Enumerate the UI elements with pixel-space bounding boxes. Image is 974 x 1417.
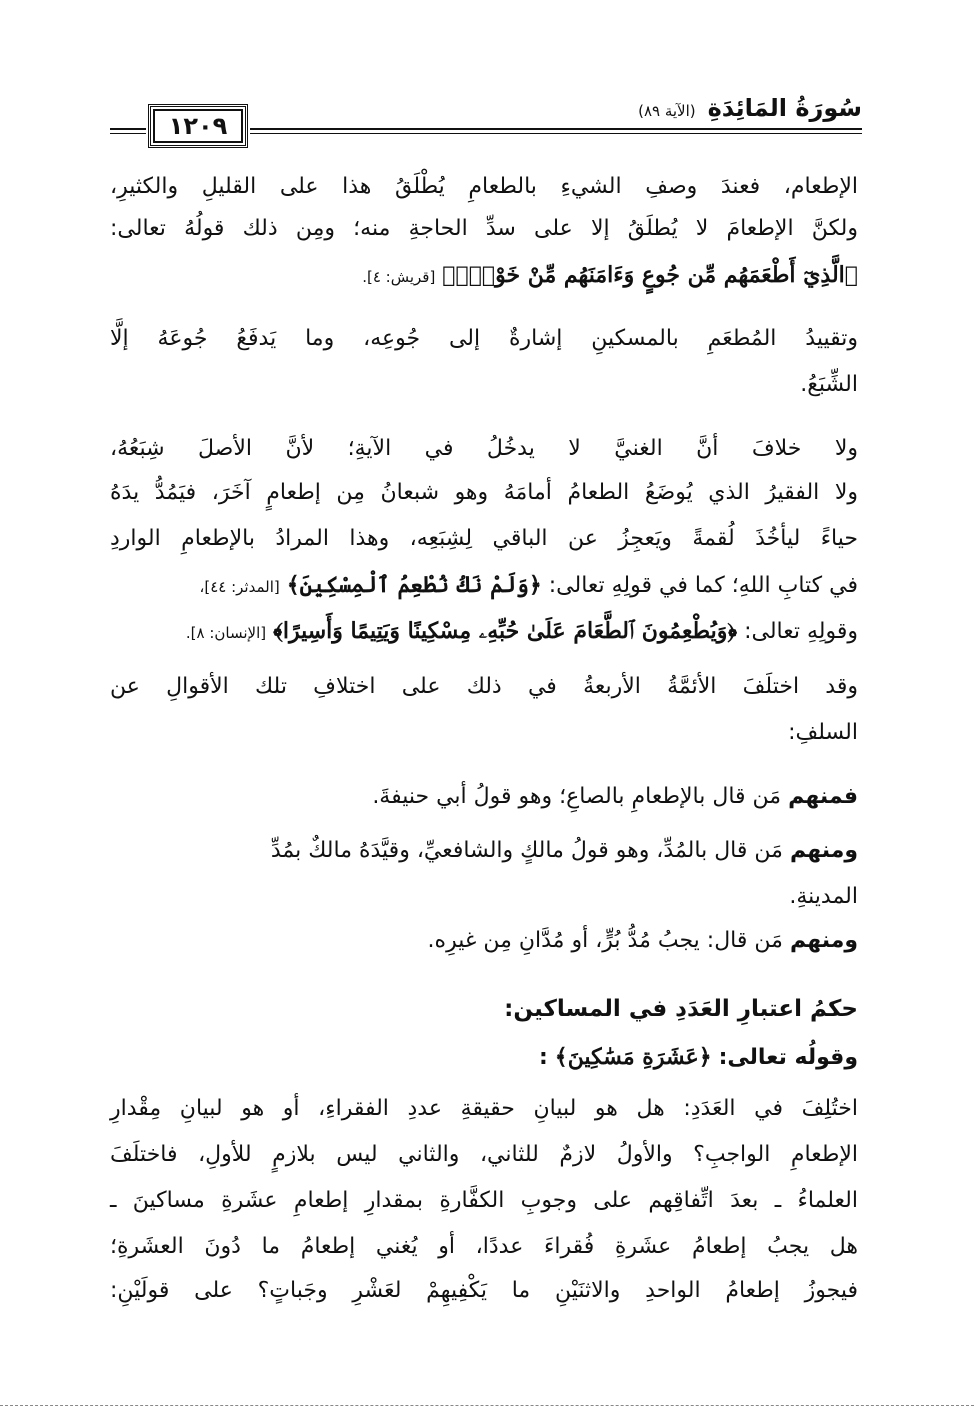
text-line: حياءً ليأخُذَ لُقمةً ويَعجِزُ عن الباقي لِشِبَعِه، وهذا المرادُ بالإطعامِ الواردِ <box>110 526 858 551</box>
running-title <box>638 94 862 124</box>
section-heading: حكمُ اعتبارِ العَدَدِ في المساكين: <box>504 996 858 1022</box>
text-segment: مَن قال بالإطعامِ بالصاعِ؛ وهو قولُ أبي حنيفةَ. <box>372 784 782 809</box>
quran-reference: [المدثر: ٤٤]، <box>199 578 280 596</box>
text-line: فيجوزُ إطعامُ الواحدِ والاثنَيْنِ ما يَكْفِيهِمْ لعَشْرِ وجَباتٍ؟ على قولَيْنِ: <box>110 1278 858 1303</box>
opinion-line <box>271 834 858 868</box>
scan-edge-line <box>0 1405 974 1406</box>
header-rule-left-2 <box>110 133 146 134</box>
text-line: اختُلِفَ في العَدَدِ: هل هو لبيانِ حقيقةِ عددِ الفقراءِ، أو هو لبيانِ مِقْدارِ <box>110 1096 858 1121</box>
quran-reference: [قريش: ٤]. <box>362 268 436 286</box>
opinion-marker: فمنهم <box>788 784 858 809</box>
text-line: الشِّبَعُ. <box>800 372 858 397</box>
quran-line <box>199 568 858 604</box>
text-segment: مَن قال: يجبُ مُدُّ بُرٍّ، أو مُدَّانِ مِن غيرِه. <box>427 928 783 953</box>
header-rule-right <box>250 128 862 130</box>
page-header <box>110 96 862 158</box>
text-line: ولكنَّ الإطعامَ لا يُطلَقُ إلا على سدِّ الحاجةِ منه؛ ومِن ذلك قولُهُ تعالى: <box>110 216 858 241</box>
text-line: هل يجبُ إطعامُ عشَرةِ فُقراءَ عددًا، أو يُغني إطعامُ ما دُونَ العشَرةِ؛ <box>110 1234 858 1259</box>
text-segment: وقولِهِ تعالى: <box>744 619 858 644</box>
opinion-line <box>428 924 858 958</box>
ayah-label: (الآية ٨٩) <box>638 102 696 120</box>
text-line: السلفِ: <box>788 720 858 745</box>
quran-line <box>186 614 858 650</box>
opinion-line <box>372 780 858 814</box>
header-rule-left <box>110 128 146 130</box>
surah-name: سُورَةُ المَائِدَةِ <box>707 94 862 122</box>
verse-heading <box>539 1040 858 1075</box>
header-rule-right-2 <box>250 133 862 134</box>
text-line: ولا الفقيرُ الذي يُوضَعُ الطعامُ أمامَهُ وهو شبعانُ مِن إطعامٍ آخَرَ، فيَمُدُّ يدَهُ <box>110 480 858 505</box>
text-line: وتقييدُ المُطعَمِ بالمسكينِ إشارةٌ إلى جُوعِه، وما يَدفَعُ جُوعَهُ إلَّا <box>110 326 858 351</box>
text-line: وقد اختلَفَ الأئمَّةُ الأربعةُ في ذلك على اختلافِ تلك الأقوالِ عن <box>110 674 858 699</box>
text-line: الإطعامِ الواجبِ؟ والأولُ لازمٌ للثاني، والثاني ليس بلازمٍ للأولِ، فاختلَفَ <box>110 1142 858 1167</box>
opinion-marker: ومنهم <box>789 928 858 953</box>
quran-quote: ﴿وَيُطْعِمُونَ ٱلطَّعَامَ عَلَىٰ حُبِّهِۦ مِسْكِينًا وَيَتِيمًا وَأَسِيرًا﴾ <box>273 618 738 644</box>
quran-quote: ﴿الَّذِيٓ أَطْعَمَهُم مِّن جُوعٍ وَءَامَنَهُم مِّنْ خَوْفِۭ﴾ <box>442 262 858 288</box>
quran-quote: ﴿وَلَمْ نَكُ نُطْعِمُ ٱلْمِسْكِينَ﴾ <box>286 572 542 598</box>
page-number: ١٢٠٩ <box>153 109 243 143</box>
text-segment: مَن قال بالمُدِّ، وهو قولُ مالكٍ والشافعيِّ، وقيَّدَهُ مالكٌ بمُدِّ <box>270 838 783 863</box>
text-line: المدينةِ. <box>789 884 858 909</box>
quran-line <box>362 258 858 294</box>
colon: : <box>538 1045 548 1070</box>
page-number-frame <box>148 104 248 148</box>
text-line: ولا خلافَ أنَّ الغنيَّ لا يدخُلُ في الآيةِ؛ لأنَّ الأصلَ شِبَعُهُ، <box>110 436 858 461</box>
opinion-marker: ومنهم <box>789 838 858 863</box>
verse-intro: وقولُه تعالى: <box>718 1045 858 1070</box>
text-segment: في كتابِ اللهِ؛ كما في قولِهِ تعالى: <box>548 573 858 598</box>
text-line: العلماءُ ـ بعدَ اتِّفاقِهم على وجوبِ الكفَّارةِ بمقدارِ إطعامِ عشَرةِ مساكينَ ـ <box>110 1188 858 1213</box>
quran-reference: [الإنسان: ٨]. <box>185 624 267 642</box>
text-line: الإطعام، فعندَ وصفِ الشيءِ بالطعامِ يُطْلَقُ هذا على القليلِ والكثيرِ، <box>110 174 858 199</box>
quran-quote: ﴿عَشَرَةِ مَسَٰكِينَ﴾ <box>554 1044 712 1070</box>
